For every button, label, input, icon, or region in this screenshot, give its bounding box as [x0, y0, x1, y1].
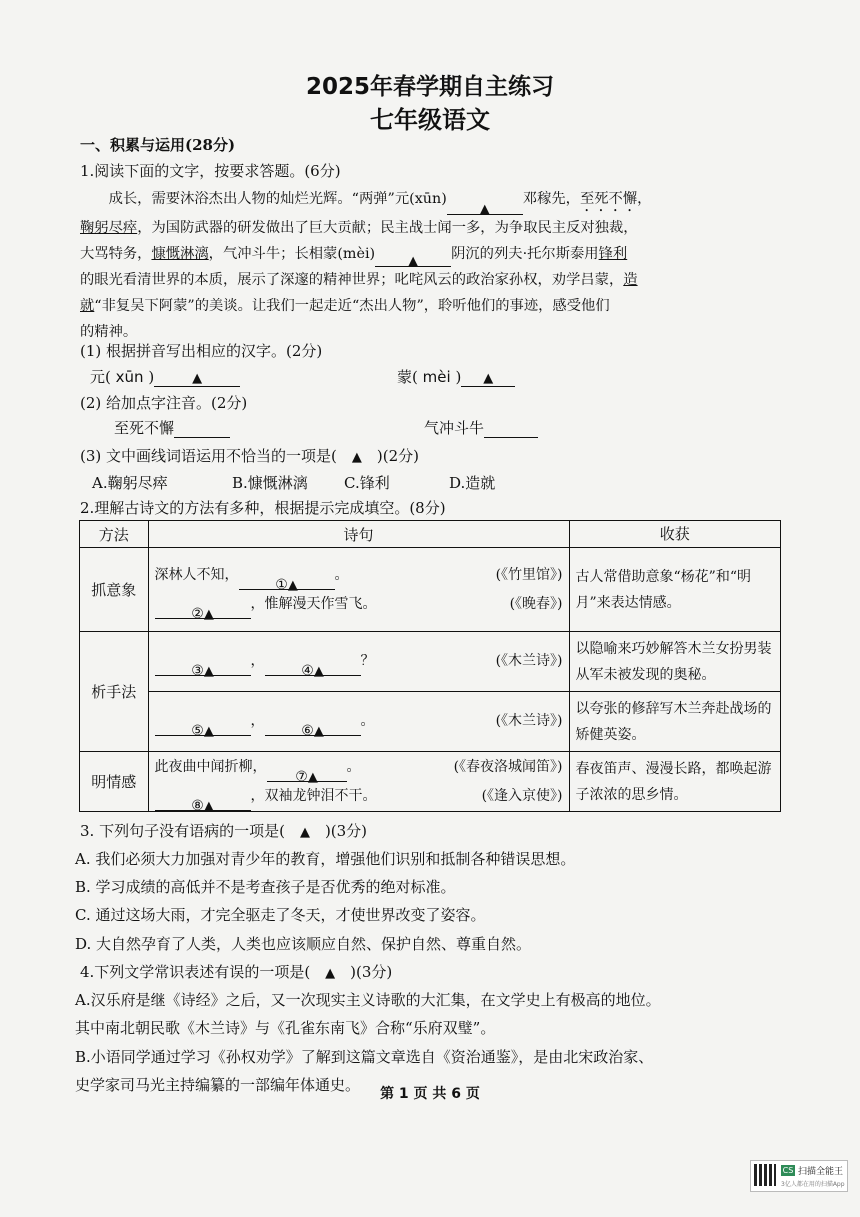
qr-code-icon	[754, 1164, 776, 1186]
scanner-watermark	[750, 1160, 848, 1192]
question-1-stem: 1.阅读下面的文字，按要求答题。(6分)	[80, 162, 341, 180]
answer-blank[interactable]: ③▲	[155, 657, 251, 676]
gain-cell: 以隐喻来巧妙解答木兰女扮男装从军未被发现的奥秘。	[569, 632, 780, 692]
exam-subtitle: 七年级语文	[370, 106, 490, 134]
column-header: 收获	[569, 521, 780, 548]
table-row	[80, 632, 781, 692]
underlined-word: 就	[80, 298, 95, 314]
exam-title: 2025年春学期自主练习	[305, 74, 554, 100]
question-1-passage: 成长，需要沐浴杰出人物的灿烂光辉。“两弹”元(xūn)▲邓稼先，至死不懈， 鞠躬尽瘁，为国防武器的研发做出了巨大贡献；民主战士闻一多，为争取民主反对独裁， 大骂特务，慷慨淋漓，气冲斗牛；长相蒙(mèi) ▲ 阴沉的列夫·托尔斯泰用锋利 的眼光看清世界的本质，展示了深邃的精神世界；叱咤风云的政治家孙权，劝学吕蒙，造 就“非复吴下阿蒙”的美谈。让我们一起走近“杰出人物”，聆听他们的事迹，感受他们 的精神。	[80, 191, 652, 340]
answer-blank[interactable]: ⑤▲	[155, 717, 251, 736]
gain-cell: 古人常借助意象“杨花”和“明月”来表达情感。	[569, 548, 780, 632]
answer-blank: ▲	[375, 248, 451, 267]
answer-blank[interactable]: ⑧▲	[155, 792, 251, 811]
option-c[interactable]: C.锋利	[344, 474, 390, 492]
table-row	[80, 752, 781, 812]
method-cell: 明情感	[80, 752, 149, 812]
sub-question-2: (2) 给加点字注音。(2分)	[80, 394, 248, 412]
question-3-stem: 3. 下列句子没有语病的一项是( ▲ )(3分)	[80, 822, 368, 840]
option-a-line2: 其中南北朝民歌《木兰诗》与《孔雀东南飞》合称“乐府双璧”。	[75, 1019, 496, 1037]
phonetic-item-a: 至死不懈	[114, 417, 230, 438]
sub-question-3: (3) 文中画线词语运用不恰当的一项是( ▲ )(2分)	[80, 447, 419, 465]
option-b[interactable]: B. 学习成绩的高低并不是考查孩子是否优秀的绝对标准。	[75, 878, 456, 896]
answer-mark: ▲	[479, 202, 490, 217]
gain-cell: 以夸张的修辞写木兰奔赴战场的矫健英姿。	[569, 692, 780, 752]
answer-blank	[447, 196, 523, 215]
table-header-row	[80, 521, 781, 548]
pinyin-item-b: 蒙( mèi ) ▲	[397, 366, 515, 387]
answer-blank[interactable]: ①▲	[239, 571, 335, 590]
answer-blank[interactable]: ⑥▲	[265, 717, 361, 736]
option-a[interactable]: A. 我们必须大力加强对青少年的教育，增强他们识别和抵制各种错误思想。	[75, 850, 576, 868]
answer-blank[interactable]: ▲	[461, 368, 515, 387]
option-d[interactable]: D.造就	[449, 474, 496, 492]
table-row	[80, 692, 781, 752]
verse-cell: ⑤▲，⑥▲。 (《木兰诗》)	[148, 692, 569, 752]
pinyin-item-a: 元( xūn ) ▲	[90, 366, 240, 387]
answer-blank[interactable]: ④▲	[265, 657, 361, 676]
dotted-word: 至死不懈	[579, 191, 638, 207]
answer-blank[interactable]: ⑦▲	[267, 763, 347, 782]
verse-cell: 深林人不知，①▲。 (《竹里馆》) ②▲，惟解漫天作雪飞。 (《晚春》)	[148, 548, 569, 632]
answer-blank[interactable]: ②▲	[155, 600, 251, 619]
underlined-word: 锋利	[598, 246, 628, 262]
answer-blank[interactable]	[484, 419, 538, 438]
phonetic-item-b: 气冲斗牛	[424, 417, 538, 438]
column-header: 方法	[80, 521, 149, 548]
method-cell: 抓意象	[80, 548, 149, 632]
sub-question-1: (1) 根据拼音写出相应的汉字。(2分)	[80, 342, 323, 360]
gain-cell: 春夜笛声、漫漫长路，都唤起游子浓浓的思乡情。	[569, 752, 780, 812]
scanner-sub: 3亿人都在用的扫描App	[781, 1181, 845, 1188]
option-b-line1[interactable]: B.小语同学通过学习《孙权劝学》了解到这篇文章选自《资治通鉴》，是由北宋政治家、	[75, 1048, 654, 1066]
table-row	[80, 548, 781, 632]
answer-blank[interactable]	[174, 419, 230, 438]
option-b-line2: 史学家司马光主持编纂的一部编年体通史。	[75, 1076, 361, 1094]
verse-cell: 此夜曲中闻折柳，⑦▲。 (《春夜洛城闻笛》) ⑧▲，双袖龙钟泪不干。 (《逢入京使》)	[148, 752, 569, 812]
option-c[interactable]: C. 通过这场大雨，才完全驱走了冬天，才使世界改变了姿容。	[75, 906, 486, 924]
option-a-line1[interactable]: A.汉乐府是继《诗经》之后，又一次现实主义诗歌的大汇集，在文学史上有极高的地位。	[75, 991, 661, 1009]
page-footer: 第 1 页 共 6 页	[380, 1086, 480, 1102]
underlined-word: 慷慨淋漓	[151, 246, 209, 262]
method-cell: 析手法	[80, 632, 149, 752]
option-b[interactable]: B.慷慨淋漓	[232, 474, 308, 492]
section-heading: 一、积累与运用(28分)	[80, 136, 236, 154]
question-4-stem: 4.下列文学常识表述有误的一项是( ▲ )(3分)	[80, 963, 393, 981]
answer-blank[interactable]: ▲	[154, 368, 240, 387]
underlined-word: 造	[623, 272, 638, 288]
scanner-label: 扫描全能王	[798, 1167, 844, 1177]
verse-cell: ③▲，④▲？ (《木兰诗》)	[148, 632, 569, 692]
scanner-logo-icon: CS	[782, 1166, 794, 1175]
poem-table	[79, 520, 781, 812]
option-a[interactable]: A.鞠躬尽瘁	[92, 474, 168, 492]
option-d[interactable]: D. 大自然孕育了人类，人类也应该顺应自然、保护自然、尊重自然。	[75, 935, 532, 953]
column-header: 诗句	[148, 521, 569, 548]
underlined-word: 鞠躬尽瘁	[80, 220, 138, 236]
question-2-stem: 2.理解古诗文的方法有多种，根据提示完成填空。(8分)	[80, 499, 446, 517]
